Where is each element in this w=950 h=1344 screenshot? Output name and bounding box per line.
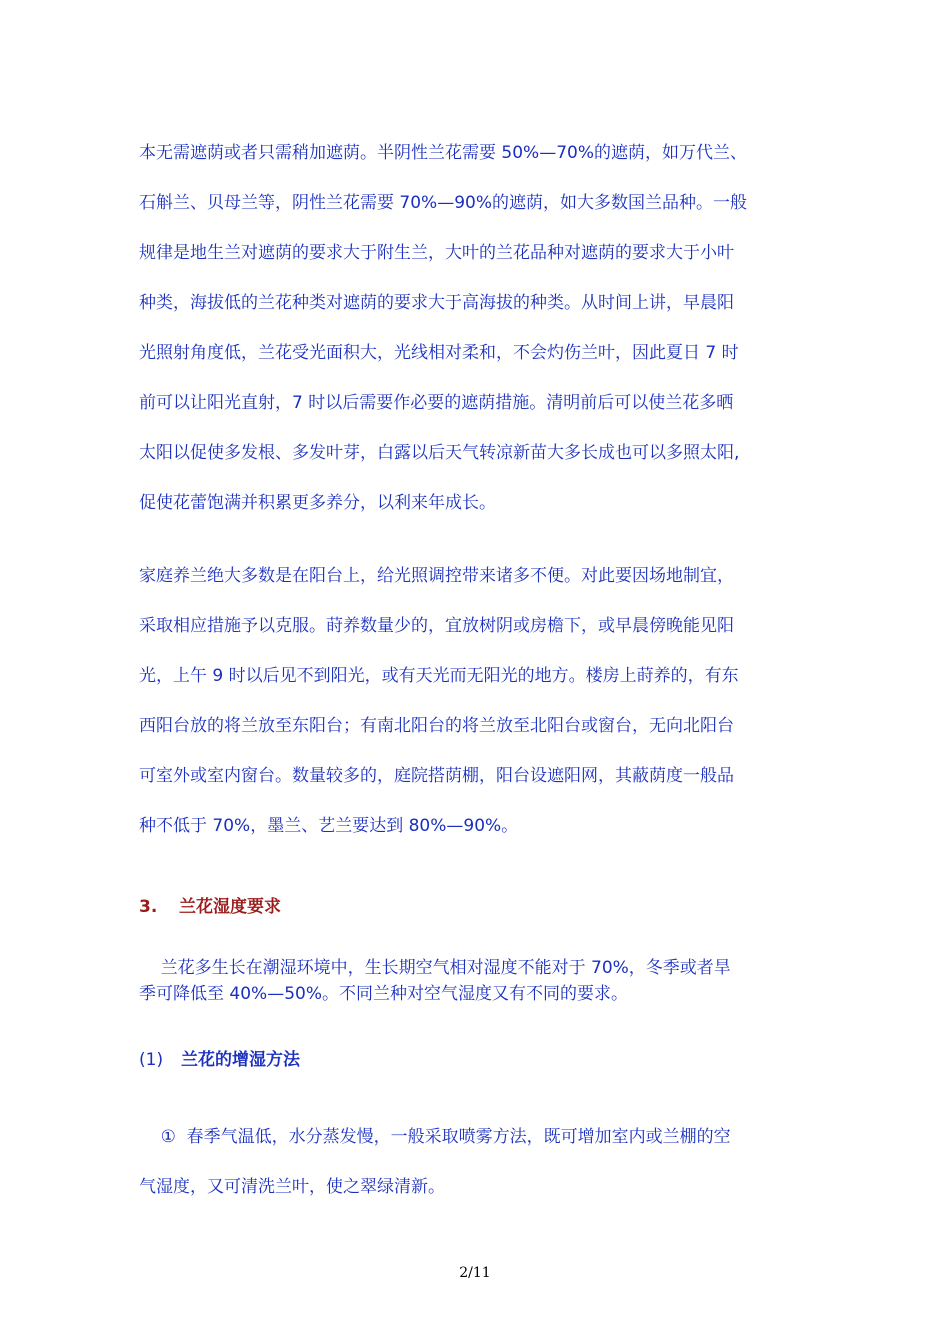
text-line: 太阳以促使多发根、多发叶芽，白露以后天气转凉新苗大多长成也可以多照太阳,: [139, 443, 740, 463]
subsection-number: (1): [139, 1050, 164, 1070]
text-line: 可室外或室内窗台。数量较多的，庭院搭荫棚，阳台设遮阳网，其蔽荫度一般品: [139, 766, 734, 786]
page-number: 2/11: [459, 1265, 491, 1281]
subsection-title: 兰花的增湿方法: [181, 1050, 300, 1070]
text-line: 种不低于 70%，墨兰、艺兰要达到 80%—90%。: [139, 816, 519, 836]
text-line: 种类，海拔低的兰花种类对遮荫的要求大于高海拔的种类。从时间上讲，早晨阳: [139, 293, 734, 313]
text-line: 季可降低至 40%—50%。不同兰种对空气湿度又有不同的要求。: [139, 984, 628, 1004]
section-heading: [139, 896, 281, 918]
section-title: 兰花湿度要求: [179, 897, 281, 917]
section-number: 3.: [139, 897, 158, 917]
text-line: 石斛兰、贝母兰等，阴性兰花需要 70%—90%的遮荫，如大多数国兰品种。一般: [139, 193, 747, 213]
text-line: 前可以让阳光直射，7 时以后需要作必要的遮荫措施。清明前后可以使兰花多晒: [139, 393, 734, 413]
text-line: 采取相应措施予以克服。莳养数量少的，宜放树阴或房檐下，或早晨傍晚能见阳: [139, 616, 734, 636]
text-line: 西阳台放的将兰放至东阳台；有南北阳台的将兰放至北阳台或窗台，无向北阳台: [139, 716, 734, 736]
text-line: 光，上午 9 时以后见不到阳光，或有天光而无阳光的地方。楼房上莳养的，有东: [139, 666, 739, 686]
text-line: 兰花多生长在潮湿环境中，生长期空气相对湿度不能对于 70%，冬季或者旱: [139, 958, 731, 978]
text-line: 光照射角度低，兰花受光面积大，光线相对柔和，不会灼伤兰叶，因此夏日 7 时: [139, 343, 739, 363]
text-line: 规律是地生兰对遮荫的要求大于附生兰，大叶的兰花品种对遮荫的要求大于小叶: [139, 243, 734, 263]
text-line: 气湿度，又可清洗兰叶，使之翠绿清新。: [139, 1177, 445, 1197]
text-line: ① 春季气温低，水分蒸发慢，一般采取喷雾方法，既可增加室内或兰棚的空: [139, 1127, 731, 1147]
text-line: 本无需遮荫或者只需稍加遮荫。半阴性兰花需要 50%—70%的遮荫，如万代兰、: [139, 143, 747, 163]
text-line: 家庭养兰绝大多数是在阳台上，给光照调控带来诸多不便。对此要因场地制宜，: [139, 566, 734, 586]
subsection-heading: [139, 1049, 300, 1071]
text-line: 促使花蕾饱满并积累更多养分，以利来年成长。: [139, 493, 496, 513]
